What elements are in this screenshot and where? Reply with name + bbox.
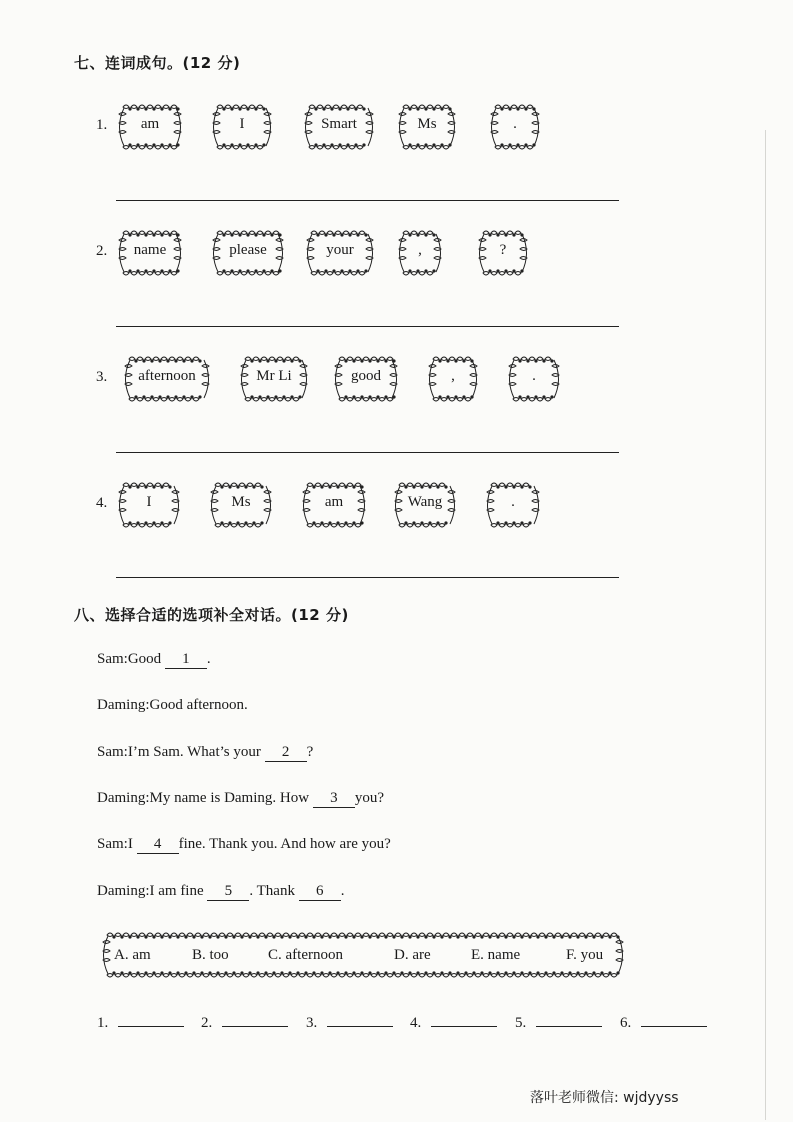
dialog-blank[interactable]: 2 (265, 744, 307, 762)
word-card (484, 102, 546, 152)
answer-number: 4. (410, 1015, 422, 1031)
word-card (112, 228, 188, 278)
word-card (392, 228, 448, 278)
word-text: Mr Li (256, 368, 292, 384)
options-box (96, 930, 630, 980)
answer-writing-line[interactable] (116, 452, 619, 453)
dialog-line: Sam:I’m Sam. What’s your 2 ? (97, 744, 314, 760)
option-item: A. am (114, 947, 151, 963)
answer-number: 3. (306, 1015, 318, 1031)
word-text: , (418, 242, 422, 258)
dialog-blank[interactable]: 3 (313, 790, 355, 808)
section-7-title: 七、连词成句。(12 分) (74, 54, 241, 72)
word-text: afternoon (138, 368, 196, 384)
word-card (502, 354, 566, 404)
answer-slot[interactable] (515, 1012, 602, 1032)
dialog-line: Daming:I am fine 5 . Thank 6 . (97, 883, 345, 899)
word-card (392, 102, 462, 152)
answer-slot[interactable] (97, 1012, 184, 1032)
word-text: , (451, 368, 455, 384)
word-card (118, 354, 216, 404)
option-item: C. afternoon (268, 947, 343, 963)
word-text: am (324, 494, 344, 510)
page-margin-rule (765, 130, 766, 1120)
dialog-line: Daming:My name is Daming. How 3 you? (97, 790, 384, 806)
option-item: D. are (394, 947, 431, 963)
word-card (300, 228, 380, 278)
dialog-blank[interactable]: 6 (299, 883, 341, 901)
option-item: B. too (192, 947, 229, 963)
answer-writing-line[interactable] (116, 577, 619, 578)
answer-blank-line[interactable] (431, 1012, 497, 1027)
answer-blank-line[interactable] (641, 1012, 707, 1027)
word-card (298, 102, 380, 152)
sentence-question-1 (96, 102, 616, 152)
word-card (112, 102, 188, 152)
word-text: Wang (407, 494, 443, 510)
dialog-line: Daming:Good afternoon. (97, 697, 248, 713)
answer-slot[interactable] (201, 1012, 288, 1032)
dialog-line: Sam:I 4 fine. Thank you. And how are you? (97, 836, 391, 852)
answer-writing-line[interactable] (116, 326, 619, 327)
dialog-blank[interactable]: 5 (207, 883, 249, 901)
word-text: I (146, 494, 152, 510)
answer-number: 6. (620, 1015, 632, 1031)
word-text: your (326, 242, 354, 258)
word-text: please (229, 242, 267, 258)
question-number: 1. (96, 117, 108, 133)
word-card (204, 480, 278, 530)
word-card (422, 354, 484, 404)
word-card (206, 228, 290, 278)
answer-slot[interactable] (620, 1012, 707, 1032)
section-8-title: 八、选择合适的选项补全对话。(12 分) (74, 606, 349, 624)
word-card (112, 480, 186, 530)
answer-blank-line[interactable] (327, 1012, 393, 1027)
answer-number: 1. (97, 1015, 109, 1031)
sentence-question-2 (96, 228, 616, 278)
word-text: . (511, 494, 515, 510)
word-text: Ms (231, 494, 251, 510)
word-text: Ms (417, 116, 437, 132)
word-card (296, 480, 372, 530)
watermark: 落叶老师微信: wjdyyss (530, 1090, 679, 1106)
option-item: E. name (471, 947, 521, 963)
question-number: 2. (96, 243, 108, 259)
word-text: . (513, 116, 517, 132)
word-text: . (532, 368, 536, 384)
sentence-question-4 (96, 480, 616, 530)
answer-blank-line[interactable] (536, 1012, 602, 1027)
word-card (206, 102, 278, 152)
vine-frame (96, 930, 630, 980)
word-card (472, 228, 534, 278)
answer-writing-line[interactable] (116, 200, 619, 201)
word-card (234, 354, 314, 404)
dialog-line: Sam:Good 1 . (97, 651, 211, 667)
option-item: F. you (566, 947, 604, 963)
answer-slot[interactable] (410, 1012, 497, 1032)
word-text: am (140, 116, 160, 132)
word-card (480, 480, 546, 530)
answer-number: 5. (515, 1015, 527, 1031)
answer-blank-line[interactable] (222, 1012, 288, 1027)
question-number: 4. (96, 495, 108, 511)
sentence-question-3 (96, 354, 616, 404)
word-text: name (133, 242, 167, 258)
answer-blank-line[interactable] (118, 1012, 184, 1027)
answer-number: 2. (201, 1015, 213, 1031)
word-text: good (351, 368, 381, 384)
dialog-blank[interactable]: 1 (165, 651, 207, 669)
answer-slot[interactable] (306, 1012, 393, 1032)
dialog-blank[interactable]: 4 (137, 836, 179, 854)
word-text: I (239, 116, 245, 132)
word-card (328, 354, 404, 404)
word-text: ? (499, 242, 507, 258)
word-text: Smart (321, 116, 357, 132)
question-number: 3. (96, 369, 108, 385)
word-card (388, 480, 462, 530)
